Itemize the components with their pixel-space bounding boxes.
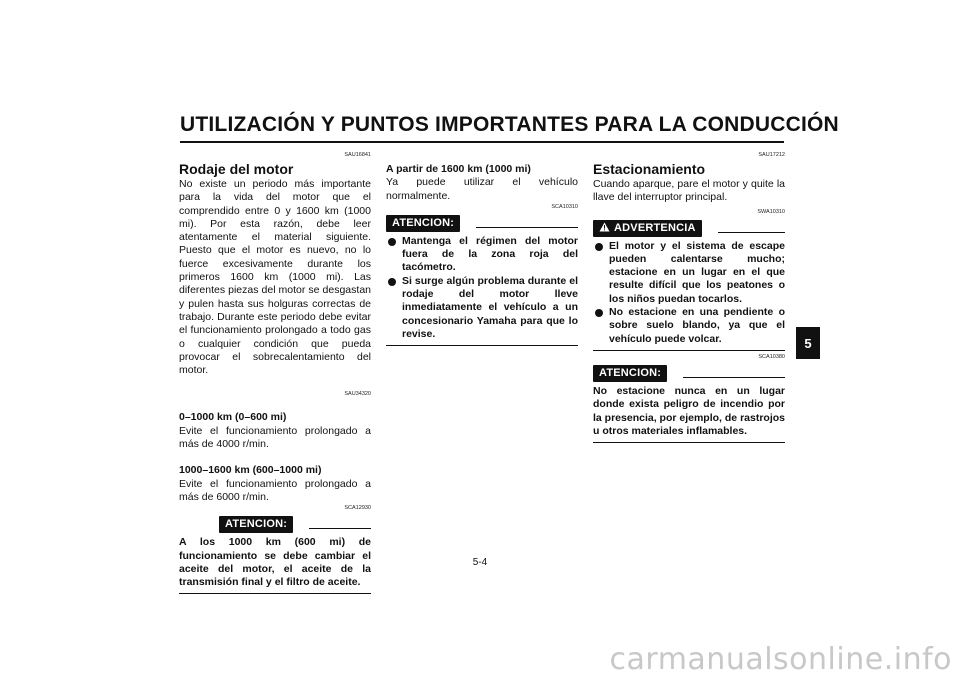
subheading-0-1000: 0–1000 km (0–600 mi) [179,411,287,424]
warning-code: SWA10310 [757,208,785,215]
list-item: No estacione en una pendiente o sobre suelo blando, ya que el vehículo puede volcar. [593,306,785,346]
caution-badge: ATENCION: [219,516,293,533]
rodaje-paragraph: No existe un periodo más importante para la vida del motor que el comprendido entre 0 y 1600 km (1000 mi). Por esta razón, debe leer atentamente el material siguiente. Puesto que el motor es nuevo, no lo fuerce excesivamente durante los primeros 1600 km (1000 mi). Las diferentes piezas del motor se desgastan y pulen hasta sus holguras correctas de trabajo. Durante este periodo debe evitar el funcionamiento prolongado a todo gas o cualquier condición que pueda provocar el sobrecalentamiento del motor. [179,178,371,377]
caution-header [386,215,578,232]
caution-header [593,365,785,382]
title-underline [180,141,784,143]
bullet-icon [595,309,603,317]
column-middle [386,151,578,346]
subheading-after-1600: A partir de 1600 km (1000 mi) [386,163,531,175]
section-heading-rodaje: Rodaje del motor [179,161,294,177]
warning-header [593,220,785,237]
caution-text: No estacione nunca en un lugar donde exista peligro de incendio por la presencia, por ejemplo, de rastrojos u otros materiales inflamables. [593,384,785,437]
list-item: Si surge algún problema durante el rodaje del motor lleve inmediatamente el vehículo a un concesionario Yamaha para que lo revise. [386,275,578,341]
section-code: SAU34320 [344,391,371,398]
section-heading-estacionamiento: Estacionamiento [593,161,706,177]
watermark: carmanualsonline.info [609,642,952,677]
caution-code: SCA10380 [758,353,785,360]
bullet-icon [388,238,396,246]
caution-header [179,516,371,533]
bullet-icon [595,243,603,251]
caution-text: A los 1000 km (600 mi) de funcionamiento se debe cambiar el aceite del motor, el aceite de la transmisión final y el filtro de aceite. [179,536,371,589]
list-item: El motor y el sistema de escape pueden calentarse mucho; estacione en un lugar en el que resulte difícil que los peatones o los niños puedan tocarlos. [593,240,785,306]
chapter-tab: 5 [796,327,820,359]
section-code: SAU17212 [758,152,785,158]
warning-end-rule [593,350,785,351]
text-1000-1600: Evite el funcionamiento prolongado a más de 6000 r/min. [179,477,371,503]
caution-end-rule [593,442,785,443]
column-right [593,151,785,443]
list-item: Mantenga el régimen del motor fuera de la zona roja del tacómetro. [386,235,578,275]
warning-list [593,240,785,346]
page-number: 5-4 [472,557,488,568]
caution-badge: ATENCION: [593,365,667,382]
subheading-1000-1600: 1000–1600 km (600–1000 mi) [179,464,322,477]
caution-end-rule [386,345,578,346]
column-left [179,151,371,594]
bullet-icon [388,278,396,286]
text-after-1600: Ya puede utilizar el vehículo normalmente. [386,176,578,202]
caution-code: SCA12930 [344,505,371,512]
warning-badge: ADVERTENCIA [593,220,702,237]
text-0-1000: Evite el funcionamiento prolongado a más de 4000 r/min. [179,424,371,451]
section-code: SAU16841 [344,152,371,158]
caution-end-rule [179,593,371,594]
caution-code: SCA10310 [551,203,578,210]
caution-list [386,235,578,341]
page-title: UTILIZACIÓN Y PUNTOS IMPORTANTES PARA LA CONDUCCIÓN [180,113,839,136]
caution-badge: ATENCION: [386,215,460,232]
estacionamiento-paragraph: Cuando aparque, pare el motor y quite la llave del interruptor principal. [593,178,785,204]
warning-triangle-icon [599,222,610,232]
